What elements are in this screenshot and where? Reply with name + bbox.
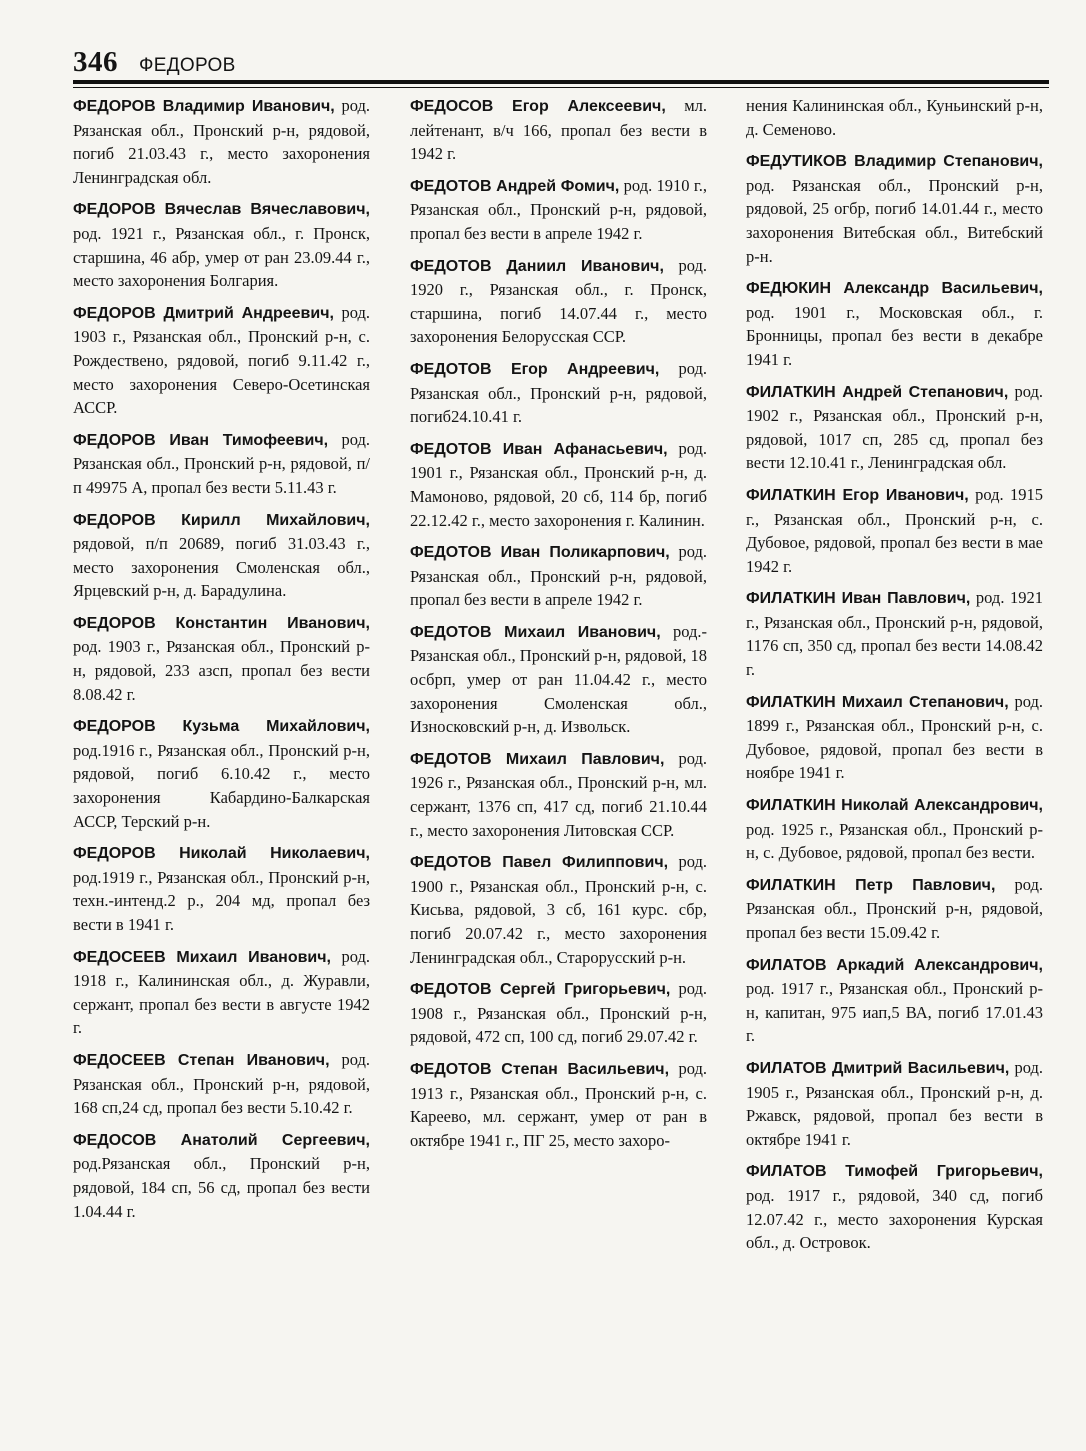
- entry: [410, 357, 707, 429]
- entry-name: ФЕДОТОВ Михаил Павлович,: [410, 750, 665, 768]
- entry: [410, 977, 707, 1049]
- entry: [73, 197, 370, 292]
- entry-text: род. 1921 г., Рязанская обл., Пронский р-н, рядовой, 1176 сп, 350 сд, пропал без вести 14.08.42 г.: [746, 588, 1044, 680]
- column-3: [746, 94, 1043, 1263]
- entry: [73, 611, 370, 706]
- entry-name: ФЕДОРОВ Дмитрий Андреевич,: [73, 304, 334, 322]
- entry: [73, 1128, 370, 1223]
- entry-text: род. 1901 г., Московская обл., г. Бронницы, пропал без вести в декабре 1941 г.: [746, 302, 1043, 369]
- entry: [746, 793, 1043, 865]
- page-number: 346: [73, 46, 118, 78]
- entry-text: род. 1902 г., Рязанская обл., Пронский р-н, рядовой, 1017 сп, 285 сд, пропал без вести 12.10.41 г., Ленинградская обл.: [746, 381, 1044, 473]
- running-title: ФЕДОРОВ: [139, 55, 236, 76]
- entry-text: род. 1915 г., Рязанская обл., Пронский р-н, с. Дубовое, рядовой, пропал без вести в мае 1942 г.: [746, 484, 1044, 576]
- entry-text: род. 1900 г., Рязанская обл., Пронский р-н, с. Кисьва, рядовой, 3 сб, 161 курс. сбр, погиб 20.07.42 г., место захоронения Ленинградская обл., Старорусский р-н.: [410, 852, 707, 967]
- entry-text: род.1919 г., Рязанская обл., Пронский р-н, техн.-интенд.2 р., 204 мд, пропал без вести в 1941 г.: [73, 867, 370, 934]
- entry: [746, 953, 1043, 1048]
- entry: [410, 620, 707, 739]
- entry-text: род.1916 г., Рязанская обл., Пронский р-н, рядовой, погиб 6.10.42 г., место захоронения Кабардино-Балкарская АССР, Терский р-н.: [73, 740, 370, 831]
- entry-name: ФИЛАТКИН Петр Павлович,: [746, 876, 996, 894]
- entry: [73, 1048, 370, 1120]
- entry-text: род. 1905 г., Рязанская обл., Пронский р-н, д. Ржавск, рядовой, пропал без вести в октябре 1941 г.: [746, 1057, 1044, 1149]
- entry-name: ФЕДОСОВ Егор Алексеевич,: [410, 98, 666, 115]
- entry: [410, 254, 707, 349]
- entry-text: рядовой, п/п 20689, погиб 31.03.43 г., место захоронения Смоленская обл., Ярцевский р-н, д. Барадулина.: [73, 534, 370, 601]
- entry: [746, 380, 1043, 475]
- entry: [73, 428, 370, 500]
- header-rule-thick: [73, 80, 1049, 84]
- entry-name: ФИЛАТОВ Дмитрий Васильевич,: [746, 1059, 1010, 1077]
- entry-name: ФЕДОРОВ Вячеслав Вячеславович,: [73, 201, 370, 219]
- entry-text: род. Рязанская обл., Пронский р-н, рядовой, погиб24.10.41 г.: [410, 358, 707, 427]
- entry-text: род. 1903 г., Рязанская обл., Пронский р-н, с. Рождествено, рядовой, погиб 9.11.42 г., место захоронения Северо-Осетинская АССР.: [73, 302, 371, 418]
- entry-text: род. Рязанская обл., Пронский р-н, рядовой, 25 огбр, погиб 14.01.44 г., место захоронения Витебская обл., Витебский р-н.: [746, 175, 1043, 266]
- entry: [410, 437, 707, 532]
- entry: [746, 276, 1043, 371]
- entry: [746, 483, 1043, 578]
- entry: [746, 149, 1043, 268]
- entry: [746, 1159, 1043, 1254]
- entry-name: ФИЛАТКИН Егор Иванович,: [746, 486, 969, 504]
- entry: [746, 1056, 1043, 1151]
- entry: [73, 714, 370, 833]
- entry-text: род. 1917 г., рядовой, 340 сд, погиб 12.07.42 г., место захоронения Курская обл., д. Островок.: [746, 1185, 1043, 1253]
- entry-text: род. Рязанская обл., Пронский р-н, рядовой, погиб 21.03.43 г., место захоронения Ленинградская обл.: [73, 96, 370, 187]
- entry-name: ФИЛАТКИН Михаил Степанович,: [746, 693, 1009, 711]
- entry-text: род. 1917 г., Рязанская обл., Пронский р-н, капитан, 975 иап,5 ВА, погиб 17.01.43 г.: [746, 979, 1043, 1046]
- entry-name: ФЕДОРОВ Константин Иванович,: [73, 614, 370, 632]
- column-1: [73, 94, 370, 1231]
- entry: [73, 841, 370, 936]
- entry-text: род. 1925 г., Рязанская обл., Пронский р-н, с. Дубовое, рядовой, пропал без вести.: [746, 819, 1043, 863]
- header-rule-thin: [73, 87, 1049, 88]
- entry-name: ФИЛАТКИН Иван Павлович,: [746, 590, 971, 608]
- entry-name: ФИЛАТКИН Николай Александрович,: [746, 797, 1043, 815]
- entry-text: род.- Рязанская обл., Пронский р-н, рядовой, 18 осбрп, умер от ран 11.04.42 г., место захоронения Смоленская обл., Износковский р-н, д. Извольск.: [410, 621, 707, 737]
- entry-name: ФЕДОРОВ Николай Николаевич,: [73, 845, 370, 863]
- entry-text: род. Рязанская обл., Пронский р-н, рядовой, пропал без вести в апреле 1942 г.: [410, 542, 708, 610]
- entry-text: род. 1910 г., Рязанская обл., Пронский р-н, рядовой, пропал без вести в апреле 1942 г.: [410, 175, 708, 243]
- entry-name: ФЕДОТОВ Сергей Григорьевич,: [410, 981, 671, 999]
- entry-text: мл. лейтенант, в/ч 166, пропал без вести в 1942 г.: [410, 96, 708, 164]
- entry-name: ФЕДОТОВ Михаил Иванович,: [410, 623, 661, 641]
- entry-name: ФИЛАТОВ Аркадий Александрович,: [746, 956, 1043, 974]
- entry-name: ФЕДОРОВ Кузьма Михайлович,: [73, 718, 370, 736]
- entry-name: ФЕДУТИКОВ Владимир Степанович,: [746, 153, 1043, 171]
- column-2: [410, 94, 707, 1160]
- entry: [410, 174, 707, 246]
- entry-text: род. 1913 г., Рязанская обл., Пронский р-н, с. Кареево, мл. сержант, умер от ран в октябре 1941 г., ПГ 25, место захоро-: [410, 1058, 707, 1150]
- entry-text: род. 1899 г., Рязанская обл., Пронский р-н, с. Дубовое, рядовой, пропал без вести в ноябре 1941 г.: [746, 691, 1044, 783]
- entry: [73, 94, 370, 189]
- entry-text: род. 1921 г., Рязанская обл., г. Пронск, старшина, 46 абр, умер от ран 23.09.44 г., место захоронения Болгария.: [73, 223, 370, 291]
- entry: [410, 1057, 707, 1152]
- page-header: [73, 44, 1048, 80]
- entry-text: род. 1903 г., Рязанская обл., Пронский р-н, рядовой, 233 азсп, пропал без вести 8.08.42 г.: [73, 637, 370, 704]
- entry-text: род.Рязанская обл., Пронский р-н, рядовой, 184 сп, 56 сд, пропал без вести 1.04.44 г.: [73, 1154, 370, 1221]
- entry-name: ФЕДОТОВ Иван Поликарпович,: [410, 544, 670, 562]
- entry: [746, 586, 1043, 681]
- entry-text: род. 1908 г., Рязанская обл., Пронский р-н, рядовой, 472 сп, 100 сд, погиб 29.07.42 г.: [410, 979, 707, 1047]
- entry: [410, 540, 707, 612]
- entry-name: ФЕДОТОВ Даниил Иванович,: [410, 257, 664, 275]
- entry-name: ФЕДЮКИН Александр Васильевич,: [746, 280, 1043, 298]
- entry-text: род. 1920 г., Рязанская обл., г. Пронск, старшина, погиб 14.07.44 г., место захоронения Белорусская ССР.: [410, 255, 707, 347]
- entry-name: ФИЛАТОВ Тимофей Григорьевич,: [746, 1163, 1043, 1181]
- entry: [746, 94, 1043, 141]
- entry-name: ФЕДОТОВ Степан Васильевич,: [410, 1060, 670, 1078]
- entry-text: род. Рязанская обл., Пронский р-н, рядовой, п/п 49975 А, пропал без вести 5.11.43 г.: [73, 429, 371, 497]
- entry-text: род. Рязанская обл., Пронский р-н, рядовой, пропал без вести 15.09.42 г.: [746, 874, 1044, 942]
- entry-name: ФЕДОТОВ Иван Афанасьевич,: [410, 440, 668, 458]
- entry-name: ФЕДОТОВ Егор Андреевич,: [410, 360, 660, 378]
- entry-name: ФЕДОСЕЕВ Степан Иванович,: [73, 1051, 330, 1069]
- entry-name: ФЕДОСОВ Анатолий Сергеевич,: [73, 1131, 370, 1149]
- entry: [410, 850, 707, 969]
- entry-text: род. 1901 г., Рязанская обл., Пронский р-н, д. Мамоново, рядовой, 20 сб, 114 бр, погиб 22.12.42 г., место захоронения г. Калинин.: [410, 438, 707, 530]
- entry-name: ФЕДОТОВ Андрей Фомич,: [410, 177, 620, 195]
- entry: [73, 508, 370, 603]
- entry-name: ФЕДОРОВ Владимир Иванович,: [73, 98, 335, 115]
- entry-text: нения Калининская обл., Куньинский р-н, д. Семеново.: [746, 96, 1043, 139]
- entry-name: ФЕДОТОВ Павел Филиппович,: [410, 854, 669, 872]
- entry-name: ФЕДОРОВ Иван Тимофеевич,: [73, 431, 329, 449]
- entry-name: ФЕДОРОВ Кирилл Михайлович,: [73, 511, 370, 529]
- entry-text: род. Рязанская обл., Пронский р-н, рядовой, 168 сп,24 сд, пропал без вести 5.10.42 г.: [73, 1049, 370, 1118]
- entry: [746, 690, 1043, 785]
- entry-name: ФЕДОСЕЕВ Михаил Иванович,: [73, 948, 331, 966]
- entry: [746, 873, 1043, 945]
- entry: [73, 301, 370, 420]
- entry: [410, 94, 707, 166]
- entry-text: род. 1918 г., Калининская обл., д. Журавли, сержант, пропал без вести в августе 1942 г.: [73, 946, 370, 1038]
- entry-name: ФИЛАТКИН Андрей Степанович,: [746, 383, 1009, 401]
- entry: [73, 945, 370, 1040]
- entry: [410, 747, 707, 842]
- entry-text: род. 1926 г., Рязанская обл., Пронский р-н, мл. сержант, 1376 сп, 417 сд, погиб 21.10.44 г., место захоронения Литовская ССР.: [410, 748, 707, 840]
